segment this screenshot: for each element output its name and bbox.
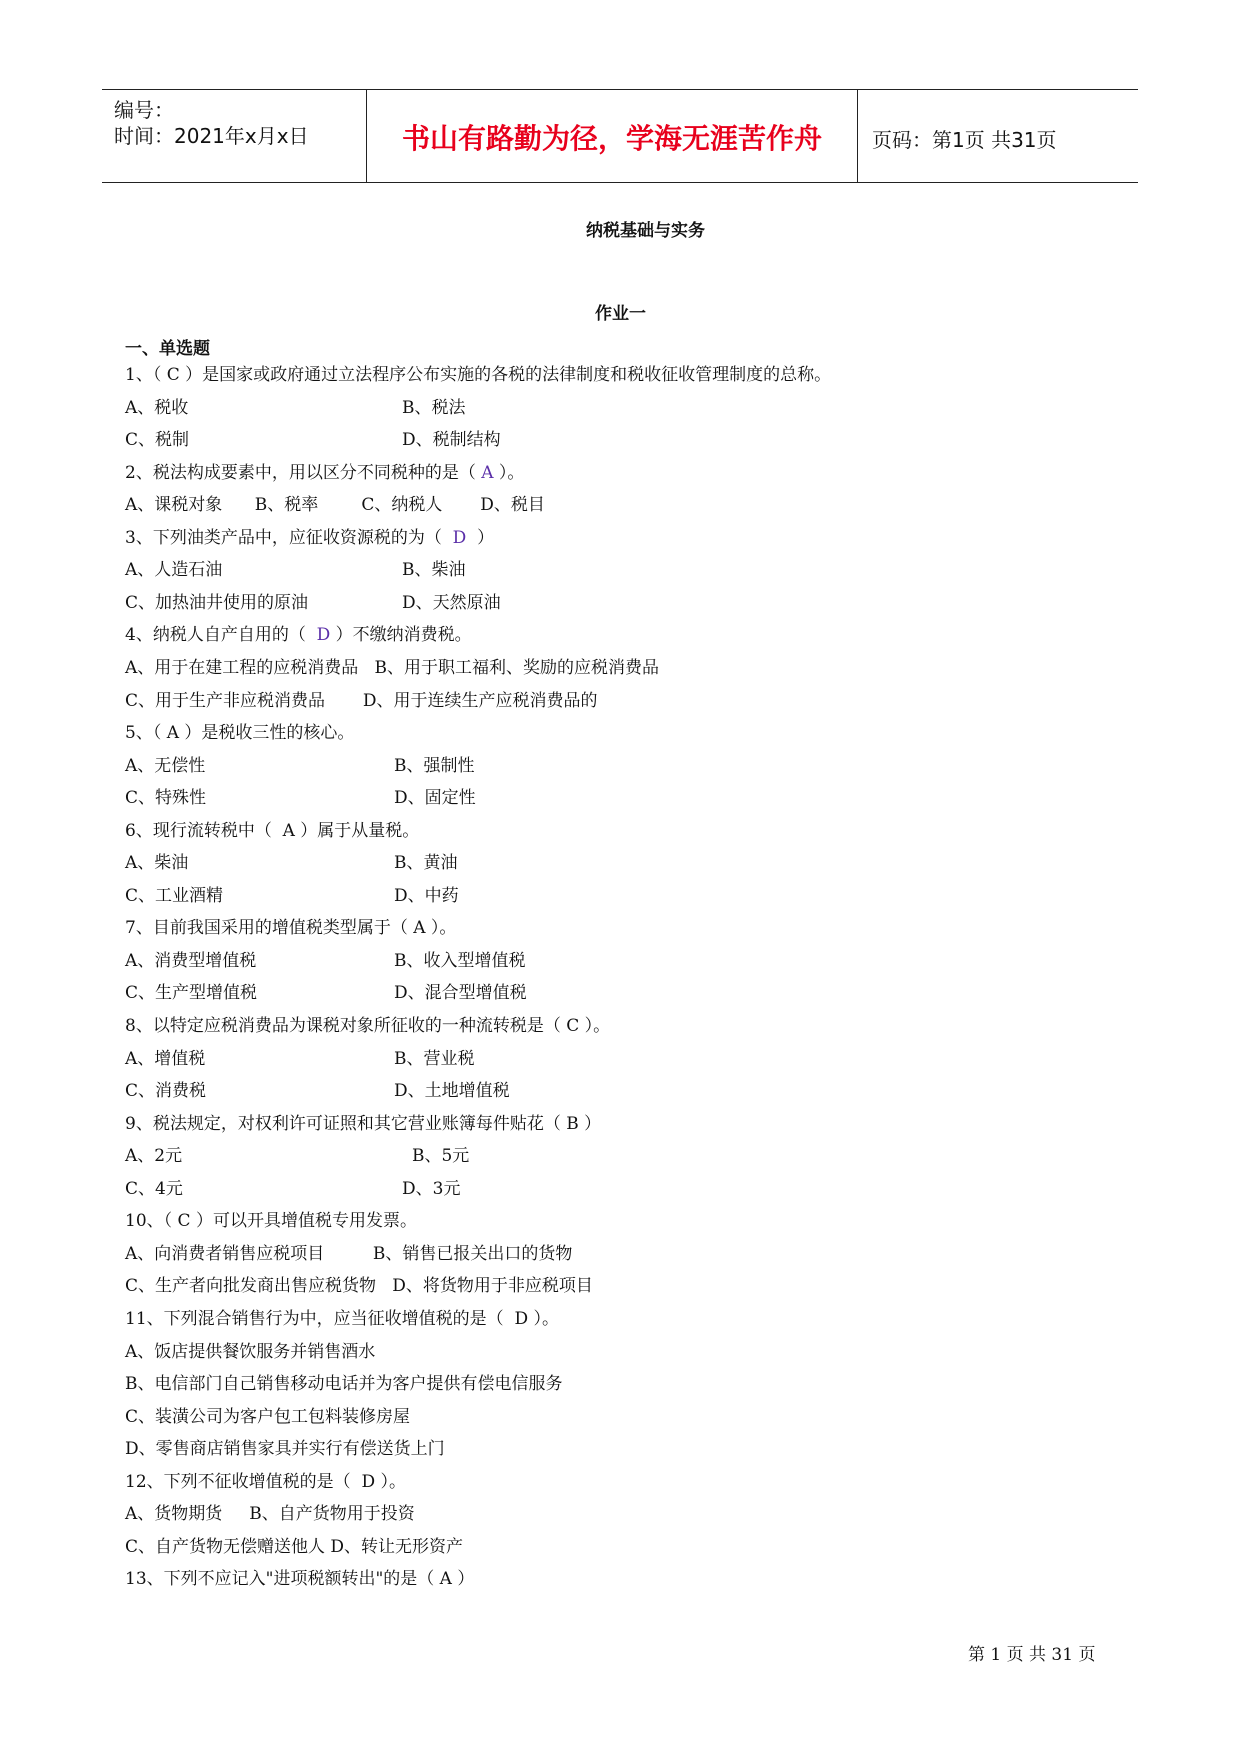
line-text: A、增值税 bbox=[125, 1048, 206, 1069]
line-text: A、用于在建工程的应税消费品 B、用于职工福利、奖励的应税消费品 bbox=[125, 657, 659, 678]
line-text: 7、目前我国采用的增值税类型属于（ A ）。 bbox=[125, 918, 457, 939]
text-line bbox=[125, 592, 308, 614]
text-line bbox=[125, 1080, 206, 1102]
header-table bbox=[102, 89, 1138, 183]
line-text: 12、下列不征收增值税的是（ D ）。 bbox=[125, 1471, 406, 1492]
line-text: C、4元 bbox=[125, 1178, 183, 1199]
text-line bbox=[125, 1373, 563, 1395]
answer-choice: D bbox=[441, 527, 478, 548]
line-text: A、课税对象 B、税率 C、纳税人 D、税目 bbox=[125, 495, 545, 516]
text-line bbox=[125, 1113, 601, 1135]
text-line bbox=[125, 1145, 182, 1167]
line-text: C、特殊性 bbox=[125, 788, 207, 809]
line-tail: ） bbox=[477, 527, 495, 548]
answer-choice: A bbox=[475, 462, 499, 483]
line-text: C、装潢公司为客户包工包料装修房屋 bbox=[125, 1406, 411, 1427]
line-text: A、柴油 bbox=[125, 853, 189, 874]
header-right-cell bbox=[858, 90, 1138, 182]
text-line bbox=[125, 429, 189, 451]
text-line bbox=[125, 722, 354, 744]
text-line bbox=[125, 397, 188, 419]
line-text: A、无偿性 bbox=[125, 755, 206, 776]
line-text: A、2元 bbox=[125, 1146, 183, 1167]
serial-label: 编号： bbox=[114, 98, 174, 122]
line-text: C、自产货物无偿赠送他人 D、转让无形资产 bbox=[125, 1536, 464, 1557]
answer-choice: D bbox=[305, 625, 336, 646]
text-line bbox=[125, 950, 256, 972]
text-line bbox=[125, 1471, 406, 1493]
text-line bbox=[125, 1308, 559, 1330]
option-text: B、税法 bbox=[402, 397, 466, 418]
text-line bbox=[125, 1178, 183, 1200]
text-line bbox=[125, 462, 524, 484]
line-text: 13、下列不应记入"进项税额转出"的是（ A ） bbox=[125, 1569, 475, 1590]
option-text: B、黄油 bbox=[394, 853, 458, 874]
assignment-title: 作业一 bbox=[595, 304, 646, 324]
line-text: 1、（ C ）是国家或政府通过立法程序公布实施的各税的法律制度和税收征收管理制度的总称。 bbox=[125, 365, 832, 385]
text-line bbox=[125, 820, 419, 842]
option-text: D、税制结构 bbox=[402, 430, 501, 451]
text-line bbox=[125, 1341, 375, 1363]
option-text: D、土地增值税 bbox=[394, 1081, 510, 1102]
line-text: A、人造石油 bbox=[125, 560, 223, 581]
line-text: D、零售商店销售家具并实行有偿送货上门 bbox=[125, 1439, 445, 1460]
line-text: 10、（ C ）可以开具增值税专用发票。 bbox=[125, 1211, 417, 1232]
line-tail: ）不缴纳消费税。 bbox=[335, 625, 472, 646]
option-text: B、柴油 bbox=[402, 560, 466, 581]
text-line bbox=[125, 755, 205, 777]
text-line bbox=[125, 1275, 593, 1297]
header-center-cell bbox=[367, 90, 858, 182]
text-line bbox=[125, 787, 206, 809]
line-tail: ）。 bbox=[498, 462, 525, 483]
text-line bbox=[125, 885, 223, 907]
page-info: 页码：第1页 共31页 bbox=[872, 128, 1057, 152]
line-text: 9、税法规定，对权利许可证照和其它营业账簿每件贴花（ B ） bbox=[125, 1113, 602, 1134]
text-line bbox=[125, 1406, 410, 1428]
line-text: 6、现行流转税中（ A ）属于从量税。 bbox=[125, 820, 420, 841]
text-line bbox=[125, 1536, 463, 1558]
line-text: C、生产型增值税 bbox=[125, 983, 258, 1004]
line-text: C、税制 bbox=[125, 430, 190, 451]
line-text: 5、（ A ）是税收三性的核心。 bbox=[125, 723, 355, 744]
line-text: A、向消费者销售应税项目 B、销售已报关出口的货物 bbox=[125, 1243, 573, 1264]
line-text: C、生产者向批发商出售应税货物 D、将货物用于非应税项目 bbox=[125, 1276, 593, 1297]
text-line bbox=[125, 494, 545, 516]
option-text: B、强制性 bbox=[394, 755, 475, 776]
line-text: 2、税法构成要素中，用以区分不同税种的是（ bbox=[125, 462, 476, 483]
line-text: C、加热油井使用的原油 bbox=[125, 592, 309, 613]
option-text: B、营业税 bbox=[394, 1048, 475, 1069]
line-text: C、消费税 bbox=[125, 1081, 207, 1102]
text-line bbox=[125, 527, 494, 549]
option-text: D、混合型增值税 bbox=[394, 983, 527, 1004]
line-text: C、工业酒精 bbox=[125, 885, 224, 906]
time-label: 时间：2021年x月x日 bbox=[114, 124, 309, 148]
line-text: 4、纳税人自产自用的（ bbox=[125, 625, 306, 646]
text-line bbox=[125, 1503, 415, 1525]
option-text: D、3元 bbox=[402, 1178, 461, 1199]
text-line bbox=[125, 1568, 474, 1590]
text-line bbox=[125, 690, 597, 712]
option-text: B、收入型增值税 bbox=[394, 950, 526, 971]
text-line bbox=[125, 917, 456, 939]
document-title: 纳税基础与实务 bbox=[586, 221, 705, 241]
text-line bbox=[125, 364, 831, 386]
line-text: A、消费型增值税 bbox=[125, 950, 257, 971]
header-left-cell bbox=[102, 90, 367, 182]
text-line bbox=[125, 559, 222, 581]
text-line bbox=[125, 624, 472, 646]
line-text: B、电信部门自己销售移动电话并为客户提供有偿电信服务 bbox=[125, 1374, 563, 1395]
text-line bbox=[125, 1210, 417, 1232]
line-text: A、饭店提供餐饮服务并销售酒水 bbox=[125, 1341, 376, 1362]
option-text: B、5元 bbox=[412, 1146, 470, 1167]
line-text: 3、下列油类产品中，应征收资源税的为（ bbox=[125, 527, 442, 548]
line-text: A、货物期货 B、自产货物用于投资 bbox=[125, 1504, 415, 1525]
option-text: D、天然原油 bbox=[402, 592, 501, 613]
text-line bbox=[125, 1048, 205, 1070]
text-line bbox=[125, 852, 188, 874]
text-line bbox=[125, 657, 659, 679]
section-heading: 一、单选题 bbox=[125, 339, 210, 359]
line-text: C、用于生产非应税消费品 D、用于连续生产应税消费品的 bbox=[125, 690, 598, 711]
slogan: 书山有路勤为径，学海无涯苦作舟 bbox=[401, 122, 822, 155]
text-line bbox=[125, 1438, 445, 1460]
line-text: A、税收 bbox=[125, 397, 189, 418]
option-text: D、中药 bbox=[394, 885, 459, 906]
option-text: D、固定性 bbox=[394, 788, 476, 809]
line-text: 11、下列混合销售行为中，应当征收增值税的是（ D ）。 bbox=[125, 1308, 559, 1329]
text-line bbox=[125, 982, 257, 1004]
line-text: 8、以特定应税消费品为课税对象所征收的一种流转税是（ C ）。 bbox=[125, 1016, 611, 1036]
page-footer: 第 1 页 共 31 页 bbox=[968, 1645, 1096, 1665]
text-line bbox=[125, 1243, 572, 1265]
text-line bbox=[125, 1015, 610, 1037]
